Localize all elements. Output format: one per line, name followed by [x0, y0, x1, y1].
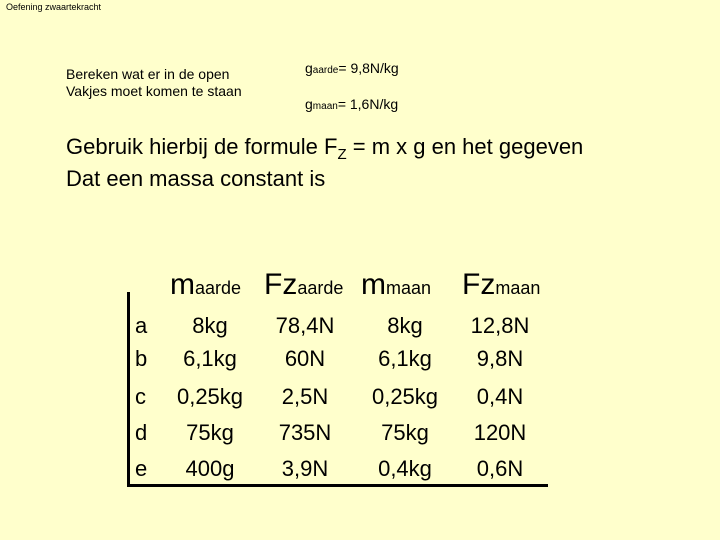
- instruction-text: [66, 66, 242, 100]
- table-cell: 0,4kg: [378, 456, 432, 481]
- header-fz-maan: [462, 268, 540, 302]
- header-main: m: [361, 268, 386, 301]
- header-sub: maan: [386, 278, 432, 298]
- formula-pre: Gebruik hierbij de formule F: [66, 134, 338, 159]
- table-cell: 6,1kg: [378, 346, 432, 371]
- table-cell: 12,8N: [470, 313, 530, 338]
- header-m-maan: [361, 268, 431, 302]
- table-bottom-border: [127, 484, 548, 487]
- g-value: = 1,6N/kg: [337, 96, 399, 112]
- header-main: Fz: [264, 268, 298, 301]
- formula-line-1: [66, 132, 583, 164]
- formula-subscript: Z: [337, 146, 347, 163]
- header-fz-aarde: [264, 268, 343, 302]
- header-sub: aarde: [195, 278, 242, 298]
- row-label-b: b: [135, 346, 148, 371]
- g-value: = 9,8N/kg: [338, 60, 399, 76]
- g-subscript: maan: [312, 101, 338, 112]
- g-subscript: aarde: [312, 65, 339, 76]
- formula-text: [66, 132, 583, 193]
- table-cell: 75kg: [186, 420, 234, 445]
- table-cell: 0,25kg: [176, 384, 244, 409]
- table-cell: 0,6N: [476, 456, 524, 481]
- table-cell: 400g: [185, 456, 235, 481]
- table-cell: 9,8N: [476, 346, 524, 371]
- g-symbol: g: [305, 60, 313, 76]
- row-label-e: e: [135, 456, 148, 481]
- table-cell: 75kg: [381, 420, 429, 445]
- header-sub: maan: [495, 278, 541, 298]
- header-main: Fz: [462, 268, 496, 301]
- table-cell: 6,1kg: [183, 346, 237, 371]
- gravity-moon: [305, 96, 398, 112]
- header-m-aarde: [170, 268, 241, 302]
- row-label-c: c: [135, 384, 146, 409]
- table-left-border: [127, 292, 130, 484]
- row-label-d: d: [135, 420, 148, 445]
- row-label-a: a: [135, 313, 148, 338]
- instruction-line-1: Bereken wat er in de open: [66, 66, 230, 82]
- table-cell: 3,9N: [281, 456, 329, 481]
- formula-post: = m x g en het gegeven: [346, 134, 584, 159]
- formula-line-2: Dat een massa constant is: [66, 166, 326, 191]
- table-cell: 2,5N: [281, 384, 329, 409]
- table-cell: 8kg: [387, 313, 423, 338]
- g-symbol: g: [305, 96, 313, 112]
- instruction-line-2: Vakjes moet komen te staan: [66, 83, 242, 99]
- table-cell: 0,4N: [476, 384, 524, 409]
- table-cell: 8kg: [192, 313, 228, 338]
- header-sub: aarde: [297, 278, 344, 298]
- table-cell: 735N: [278, 420, 332, 445]
- header-main: m: [170, 268, 195, 301]
- table-cell: 60N: [284, 346, 326, 371]
- gravity-earth: [305, 60, 399, 76]
- page-header: Oefening zwaartekracht: [6, 2, 102, 12]
- table-cell: 0,25kg: [371, 384, 439, 409]
- table-cell: 78,4N: [275, 313, 335, 338]
- table-cell: 120N: [473, 420, 527, 445]
